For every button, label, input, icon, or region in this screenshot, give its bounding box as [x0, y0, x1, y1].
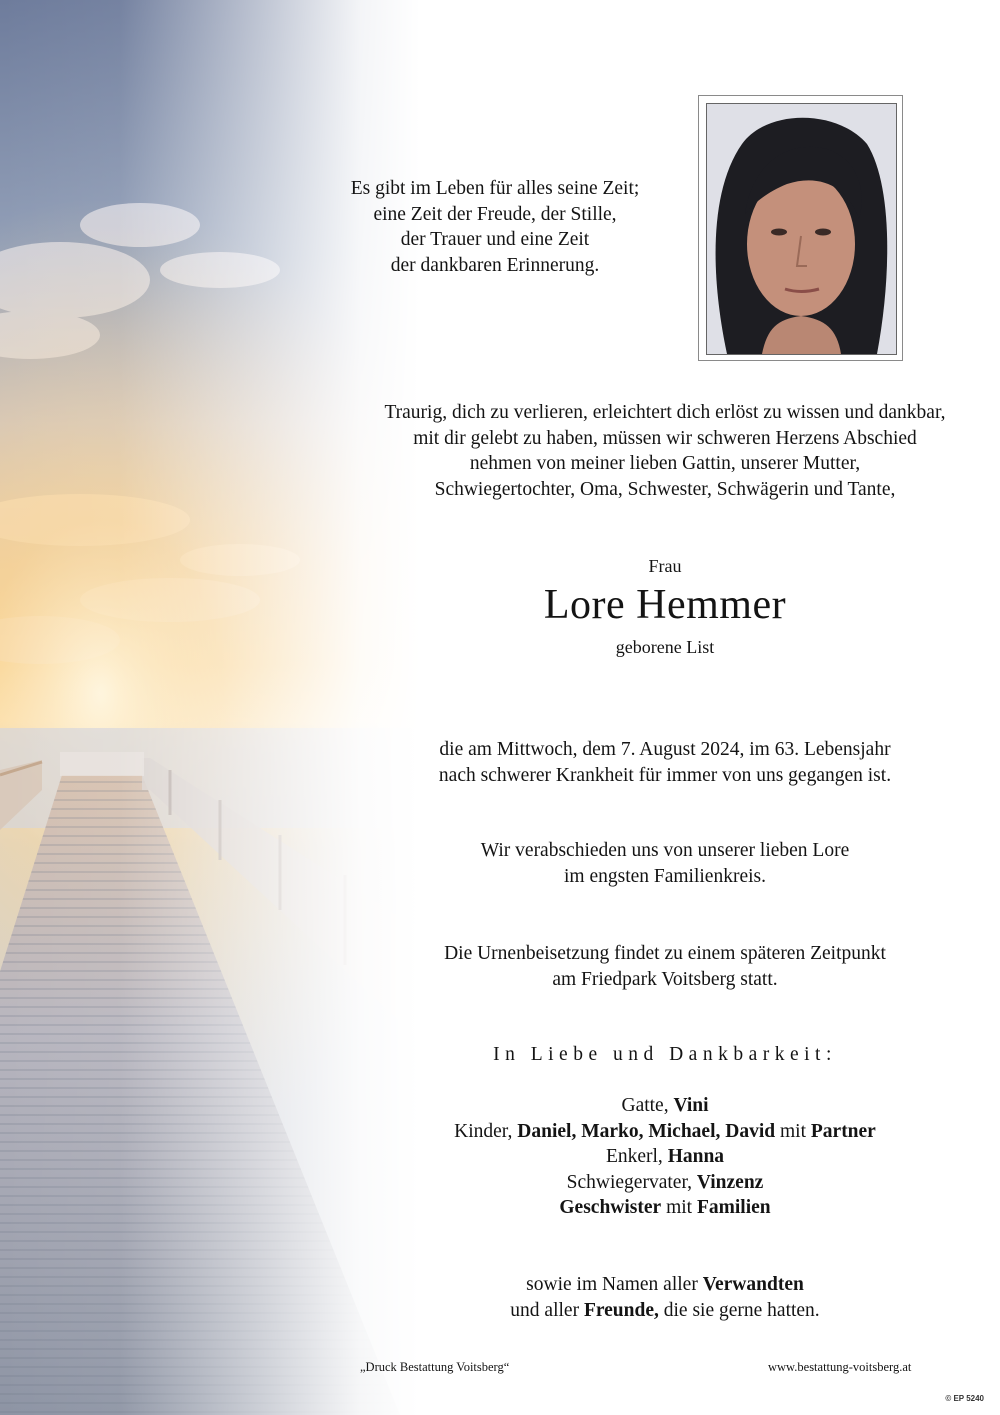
- poem-line: der Trauer und eine Zeit: [400, 229, 590, 250]
- intro-line: nehmen von meiner lieben Gattin, unserer Mutter,: [469, 453, 861, 474]
- poem-line: Es gibt im Leben für alles seine Zeit;: [350, 178, 640, 199]
- portrait-frame: [698, 95, 903, 361]
- intro-line: Traurig, dich zu verlieren, erleichtert dich erlöst zu wissen und dankbar,: [384, 402, 946, 423]
- poem: [320, 176, 670, 278]
- closing-heading: In Liebe und Dankbarkeit:: [493, 1044, 837, 1065]
- deceased-name: Lore Hemmer: [543, 582, 787, 628]
- print-code: © EP 5240: [945, 1394, 984, 1403]
- poem-line: eine Zeit der Freude, der Stille,: [373, 203, 617, 225]
- burial-line: Die Urnenbeisetzung findet zu einem späteren Zeitpunkt: [444, 943, 886, 964]
- burial-info: [380, 941, 950, 992]
- mourner-children: Kinder, Daniel, Marko, Michael, David mit Partner: [454, 1120, 876, 1142]
- mourner-grandchild: Enkerl, Hanna: [605, 1146, 725, 1167]
- relatives-friends: [380, 1272, 950, 1323]
- intro-line: Schwiegertochter, Oma, Schwester, Schwägerin und Tante,: [434, 478, 896, 500]
- mourner-father-in-law: Schwiegervater, Vinzenz: [566, 1171, 764, 1193]
- salutation: Frau: [648, 556, 682, 576]
- death-notice: [380, 737, 950, 788]
- burial-line: am Friedpark Voitsberg statt.: [552, 968, 778, 990]
- mourner-siblings: Geschwister mit Familien: [559, 1197, 771, 1218]
- poem-line: der dankbaren Erinnerung.: [390, 254, 600, 276]
- farewell-text: [400, 838, 930, 889]
- friends-line: und aller Freunde, die sie gerne hatten.: [510, 1299, 820, 1321]
- portrait-photo: [706, 103, 897, 355]
- farewell-line: im engsten Familienkreis.: [563, 865, 766, 887]
- death-notice-line: nach schwerer Krankheit für immer von uns gegangen ist.: [438, 764, 892, 786]
- relatives-line: sowie im Namen aller Verwandten: [526, 1274, 804, 1295]
- death-notice-line: die am Mittwoch, dem 7. August 2024, im 63. Lebensjahr: [439, 739, 891, 760]
- mourner-spouse: Gatte, Vini: [621, 1095, 709, 1116]
- intro-line: mit dir gelebt zu haben, müssen wir schweren Herzens Abschied: [413, 427, 917, 449]
- website-link[interactable]: www.bestattung-voitsberg.at: [768, 1360, 912, 1374]
- birth-name: geborene List: [615, 637, 715, 657]
- intro-text: [330, 400, 1000, 502]
- farewell-line: Wir verabschieden uns von unserer lieben Lore: [480, 840, 850, 861]
- mourners-list: [380, 1093, 950, 1221]
- printer-credit: „Druck Bestattung Voitsberg“: [360, 1360, 510, 1374]
